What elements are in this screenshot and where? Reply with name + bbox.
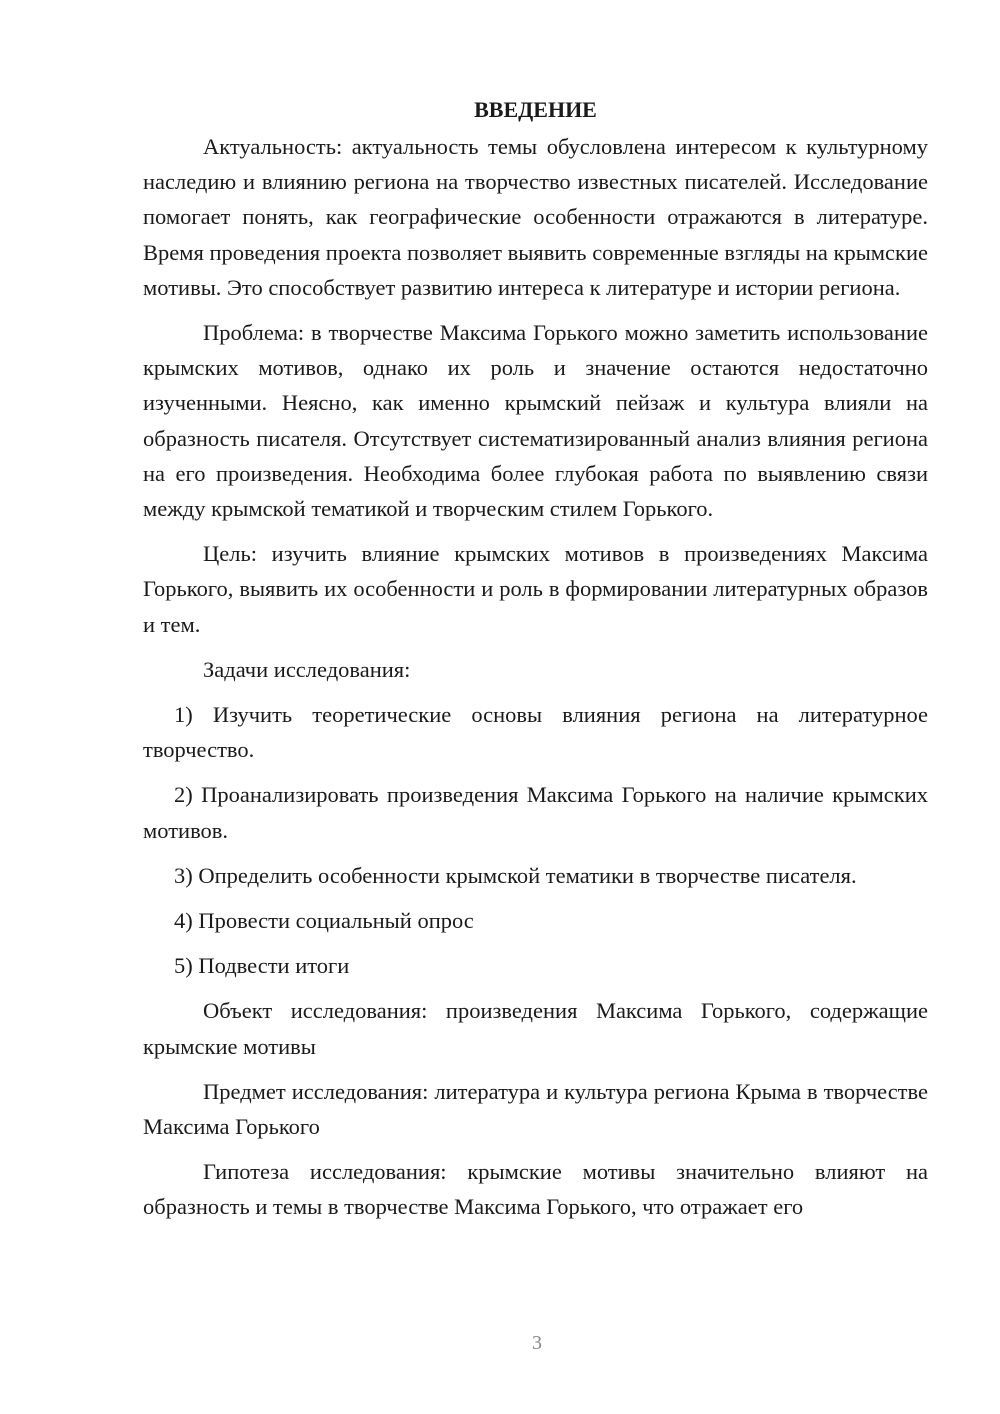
page-content xyxy=(143,92,928,1225)
task-item-3: 3) Определить особенности крымской тематики в творчестве писателя. xyxy=(174,862,857,888)
paragraph-hypothesis: Гипотеза исследования: крымские мотивы значительно влияют на образность и темы в творчестве Максима Горького, что отражает его xyxy=(143,1159,928,1220)
paragraph-object: Объект исследования: произведения Максима Горького, содержащие крымские мотивы xyxy=(143,998,928,1059)
task-item-5: 5) Подвести итоги xyxy=(174,953,350,979)
paragraph-problem: Проблема: в творчестве Максима Горького можно заметить использование крымских мотивов, однако их роль и значение остаются недостаточно изученными. Неясно, как именно крымский пейзаж и культура влияли на образность писателя. Отсутствует систематизированный анализ влияния региона на его произведения. Необходима более глубокая работа по выявлению связи между крымской тематикой и творческим стилем Горького. xyxy=(143,320,928,522)
paragraph-subject: Предмет исследования: литература и культура региона Крыма в творчестве Максима Горького xyxy=(143,1078,928,1140)
task-item-1: 1) Изучить теоретические основы влияния региона на литературное творчество. xyxy=(143,702,928,763)
task-item-4: 4) Провести социальный опрос xyxy=(174,908,474,934)
tasks-heading: Задачи исследования: xyxy=(203,656,411,682)
paragraph-goal: Цель: изучить влияние крымских мотивов в произведениях Максима Горького, выявить их особенности и роль в формировании литературных образов и тем. xyxy=(143,541,928,637)
page-number xyxy=(0,1332,1000,1355)
task-item-2: 2) Проанализировать произведения Максима Горького на наличие крымских мотивов. xyxy=(143,782,928,843)
paragraph-relevance: Актуальность: актуальность темы обусловлена интересом к культурному наследию и влиянию региона на творчество известных писателей. Исследование помогает понять, как географические особенности отражаются в литературе. Время проведения проекта позволяет выявить современные взгляды на крымские мотивы. Это способствует развитию интереса к литературе и истории региона. xyxy=(143,134,928,300)
page-number-text: 3 xyxy=(532,1332,542,1354)
section-title: ВВЕДЕНИЕ xyxy=(474,97,597,122)
